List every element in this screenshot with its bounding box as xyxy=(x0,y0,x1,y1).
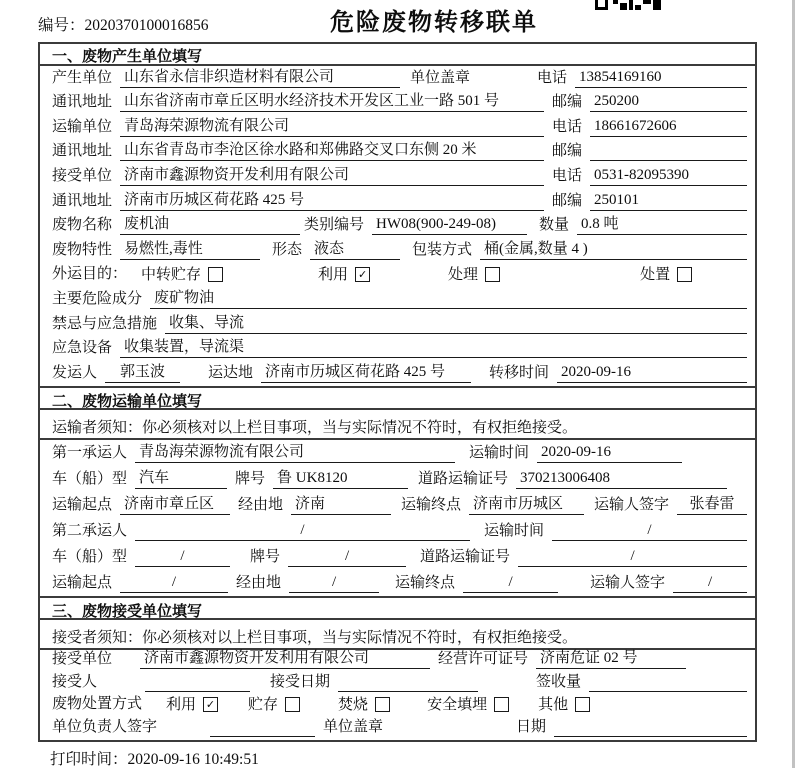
vehicle-type1-value: 汽车 xyxy=(135,469,227,489)
transporter-address-value: 山东省青岛市李沧区徐水路和郑佛路交叉口东侧 20 米 xyxy=(120,141,544,161)
road-license1-value: 370213006408 xyxy=(516,469,727,489)
waste-name-value: 废机油 xyxy=(120,215,300,235)
row-carrier1 xyxy=(40,440,755,466)
plate2-value: / xyxy=(288,547,406,567)
field-label: 接受人 xyxy=(52,673,98,690)
transporter-signature2-value: / xyxy=(673,573,747,593)
packing-value: 桶(金属,数量 4 ) xyxy=(480,240,747,260)
road-license-label: 道路运输证号 xyxy=(420,548,511,565)
operating-license-value: 济南危证 02 号 xyxy=(536,649,686,669)
disposal-option-store xyxy=(248,693,300,714)
signature-label: 运输人签字 xyxy=(590,574,666,591)
via2-value: / xyxy=(289,573,379,593)
field-label: 运输起点 xyxy=(52,574,113,591)
receiver-zip-value: 250101 xyxy=(590,191,747,211)
receive-person-value xyxy=(145,673,250,692)
page-title: 危险废物转移联单 xyxy=(330,10,538,36)
road-license2-value: / xyxy=(518,547,747,567)
row-receive-unit xyxy=(40,650,755,673)
row-vehicle1 xyxy=(40,466,755,492)
row-hazard-component xyxy=(40,287,755,312)
row-receive-person xyxy=(40,672,755,695)
transport-time-label: 运输时间 xyxy=(469,444,530,461)
zip-label: 邮编 xyxy=(552,192,583,209)
field-label: 单位负责人签字 xyxy=(52,718,158,735)
disposal-option-incinerate xyxy=(338,693,390,714)
checkbox-icon xyxy=(485,267,500,282)
row-route1 xyxy=(40,492,755,518)
packing-label: 包装方式 xyxy=(412,241,473,258)
responsible-signature-value xyxy=(210,718,315,737)
producer-zip-value: 250200 xyxy=(590,92,747,112)
transport-time-label: 运输时间 xyxy=(484,522,545,539)
quantity-value: 0.8 吨 xyxy=(577,215,747,235)
checkbox-icon xyxy=(575,697,590,712)
checkbox-icon xyxy=(208,267,223,282)
receiver-phone-value: 0531-82095390 xyxy=(590,166,747,186)
vehicle-type2-value: / xyxy=(135,547,230,567)
qr-code-fragment xyxy=(595,0,661,10)
signed-amount-value xyxy=(589,673,747,692)
row-transfer-purpose xyxy=(40,263,755,288)
carrier2-value: / xyxy=(135,521,470,541)
disposal-option-landfill xyxy=(427,693,509,714)
field-label: 车（船）型 xyxy=(52,470,128,487)
seal-label: 单位盖章 xyxy=(323,718,384,735)
disposal-option-utilize xyxy=(166,693,218,714)
carrier1-value: 青岛海荣源物流有限公司 xyxy=(135,443,455,463)
operating-license-label: 经营许可证号 xyxy=(438,651,529,668)
transport-time1-value: 2020-09-16 xyxy=(537,443,682,463)
zip-label: 邮编 xyxy=(552,143,583,160)
quantity-label: 数量 xyxy=(539,217,570,234)
transporter-signature1-value: 张春雷 xyxy=(677,495,747,515)
option-label: 贮存 xyxy=(248,697,279,714)
end-label: 运输终点 xyxy=(395,574,456,591)
checkbox-icon xyxy=(285,697,300,712)
field-label: 第二承运人 xyxy=(52,522,128,539)
signed-amount-label: 签收量 xyxy=(536,673,582,690)
via-label: 经由地 xyxy=(236,574,282,591)
destination-label: 运达地 xyxy=(208,364,254,381)
producer-address-value: 山东省济南市章丘区明水经济技术开发区工业一路 501 号 xyxy=(120,92,544,112)
row-carrier2 xyxy=(40,518,755,544)
purpose-label: 外运目的： xyxy=(52,266,128,283)
row-emergency-equipment xyxy=(40,337,755,362)
field-label: 通讯地址 xyxy=(52,192,113,209)
origin1-value: 济南市章丘区 xyxy=(120,495,230,515)
row-transporter xyxy=(40,115,755,140)
plate1-value: 鲁 UK8120 xyxy=(273,469,408,489)
field-label: 通讯地址 xyxy=(52,143,113,160)
field-label: 废物名称 xyxy=(52,217,113,234)
print-time xyxy=(50,747,259,769)
hazard-component-value: 废矿物油 xyxy=(150,289,747,309)
emergency-measures-value: 收集、导流 xyxy=(165,314,747,334)
print-time-value: 2020-09-16 10:49:51 xyxy=(127,751,259,768)
transfer-time-label: 转移时间 xyxy=(489,364,550,381)
row-transporter-address xyxy=(40,140,755,165)
field-label: 通讯地址 xyxy=(52,94,113,111)
doc-number-value: 2020370100016856 xyxy=(84,17,209,34)
field-label: 产生单位 xyxy=(52,69,113,86)
transporter-zip-value xyxy=(590,142,747,161)
row-disposal-method xyxy=(40,695,755,718)
option-label: 安全填埋 xyxy=(427,697,488,714)
zip-label: 邮编 xyxy=(552,94,583,111)
field-label: 接受单位 xyxy=(52,167,113,184)
transporter-notice: 运输者须知：你必须核对以上栏目事项，当与实际情况不符时，有权拒绝接受。 xyxy=(40,410,755,440)
signature-label: 运输人签字 xyxy=(594,496,670,513)
consignor-value: 郭玉波 xyxy=(105,363,180,383)
manifest-form xyxy=(38,42,757,742)
receive-unit-value: 济南市鑫源物资开发利用有限公司 xyxy=(140,649,430,669)
section2-header: 二、废物运输单位填写 xyxy=(40,386,755,410)
field-label: 运输单位 xyxy=(52,118,113,135)
option-label: 利用 xyxy=(166,697,197,714)
option-label: 焚烧 xyxy=(338,697,369,714)
option-label: 处置 xyxy=(640,267,671,284)
producer-name-value: 山东省永信非织造材料有限公司 xyxy=(120,68,400,88)
waste-character-value: 易燃性,毒性 xyxy=(120,240,260,260)
field-label: 应急设备 xyxy=(52,340,113,357)
field-label: 废物特性 xyxy=(52,241,113,258)
purpose-option-dispose xyxy=(640,263,692,284)
row-consignor xyxy=(40,361,755,386)
receive-date-value xyxy=(338,673,478,692)
origin2-value: / xyxy=(120,573,228,593)
checkbox-icon xyxy=(677,267,692,282)
checkbox-icon xyxy=(375,697,390,712)
field-label: 接受单位 xyxy=(52,651,113,668)
purpose-option-utilize xyxy=(318,263,370,284)
row-responsible-signature xyxy=(40,717,755,740)
seal-label: 单位盖章 xyxy=(410,69,471,86)
transporter-name-value: 青岛海荣源物流有限公司 xyxy=(120,117,544,137)
receiver-notice: 接受者须知：你必须核对以上栏目事项，当与实际情况不符时，有权拒绝接受。 xyxy=(40,620,755,650)
producer-phone-value: 13854169160 xyxy=(575,68,747,88)
row-waste-name xyxy=(40,214,755,239)
print-time-label: 打印时间： xyxy=(50,751,128,768)
doc-number-label: 编号： xyxy=(38,17,85,34)
field-label: 运输起点 xyxy=(52,496,113,513)
destination-value: 济南市历城区荷花路 425 号 xyxy=(261,363,471,383)
date-label: 日期 xyxy=(516,718,547,735)
row-producer xyxy=(40,66,755,91)
phone-label: 电话 xyxy=(536,69,567,86)
disposal-option-other xyxy=(538,693,590,714)
row-emergency-measures xyxy=(40,312,755,337)
checkbox-checked-icon: ✓ xyxy=(355,267,370,282)
row-waste-character xyxy=(40,238,755,263)
purpose-option-treat xyxy=(448,263,500,284)
phone-label: 电话 xyxy=(552,118,583,135)
receiver-name-value: 济南市鑫源物资开发利用有限公司 xyxy=(120,166,544,186)
form-state-label: 形态 xyxy=(272,241,303,258)
row-receiver xyxy=(40,164,755,189)
row-vehicle2 xyxy=(40,544,755,570)
row-route2 xyxy=(40,570,755,596)
field-label: 禁忌与应急措施 xyxy=(52,315,158,332)
disposal-label: 废物处置方式 xyxy=(52,696,143,713)
category-label: 类别编号 xyxy=(304,217,365,234)
receive-date-label: 接受日期 xyxy=(270,673,331,690)
category-code-value: HW08(900-249-08) xyxy=(372,215,527,235)
via-label: 经由地 xyxy=(238,496,284,513)
section3-header: 三、废物接受单位填写 xyxy=(40,596,755,620)
emergency-equipment-value: 收集装置，导流渠 xyxy=(120,338,747,358)
end-label: 运输终点 xyxy=(401,496,462,513)
field-label: 发运人 xyxy=(52,364,98,381)
form-state-value: 液态 xyxy=(310,240,400,260)
via1-value: 济南 xyxy=(291,495,391,515)
road-license-label: 道路运输证号 xyxy=(418,470,509,487)
scan-edge-artifact xyxy=(792,0,795,768)
row-receiver-address xyxy=(40,189,755,214)
transporter-phone-value: 18661672606 xyxy=(590,117,747,137)
purpose-option-storage xyxy=(141,263,223,284)
option-label: 利用 xyxy=(318,267,349,284)
doc-number xyxy=(38,13,209,35)
plate-label: 牌号 xyxy=(250,548,281,565)
date-value xyxy=(554,718,747,737)
phone-label: 电话 xyxy=(552,167,583,184)
plate-label: 牌号 xyxy=(235,470,266,487)
transport-time2-value: / xyxy=(552,521,747,541)
end1-value: 济南市历城区 xyxy=(469,495,584,515)
field-label: 车（船）型 xyxy=(52,548,128,565)
option-label: 中转贮存 xyxy=(141,267,202,284)
field-label: 第一承运人 xyxy=(52,444,128,461)
transfer-time-value: 2020-09-16 xyxy=(557,363,747,383)
checkbox-icon xyxy=(494,697,509,712)
field-label: 主要危险成分 xyxy=(52,290,143,307)
row-producer-address xyxy=(40,91,755,116)
section1-header: 一、废物产生单位填写 xyxy=(40,44,755,66)
end2-value: / xyxy=(463,573,558,593)
option-label: 处理 xyxy=(448,267,479,284)
checkbox-checked-icon: ✓ xyxy=(203,697,218,712)
option-label: 其他 xyxy=(538,697,569,714)
receiver-address-value: 济南市历城区荷花路 425 号 xyxy=(120,191,544,211)
